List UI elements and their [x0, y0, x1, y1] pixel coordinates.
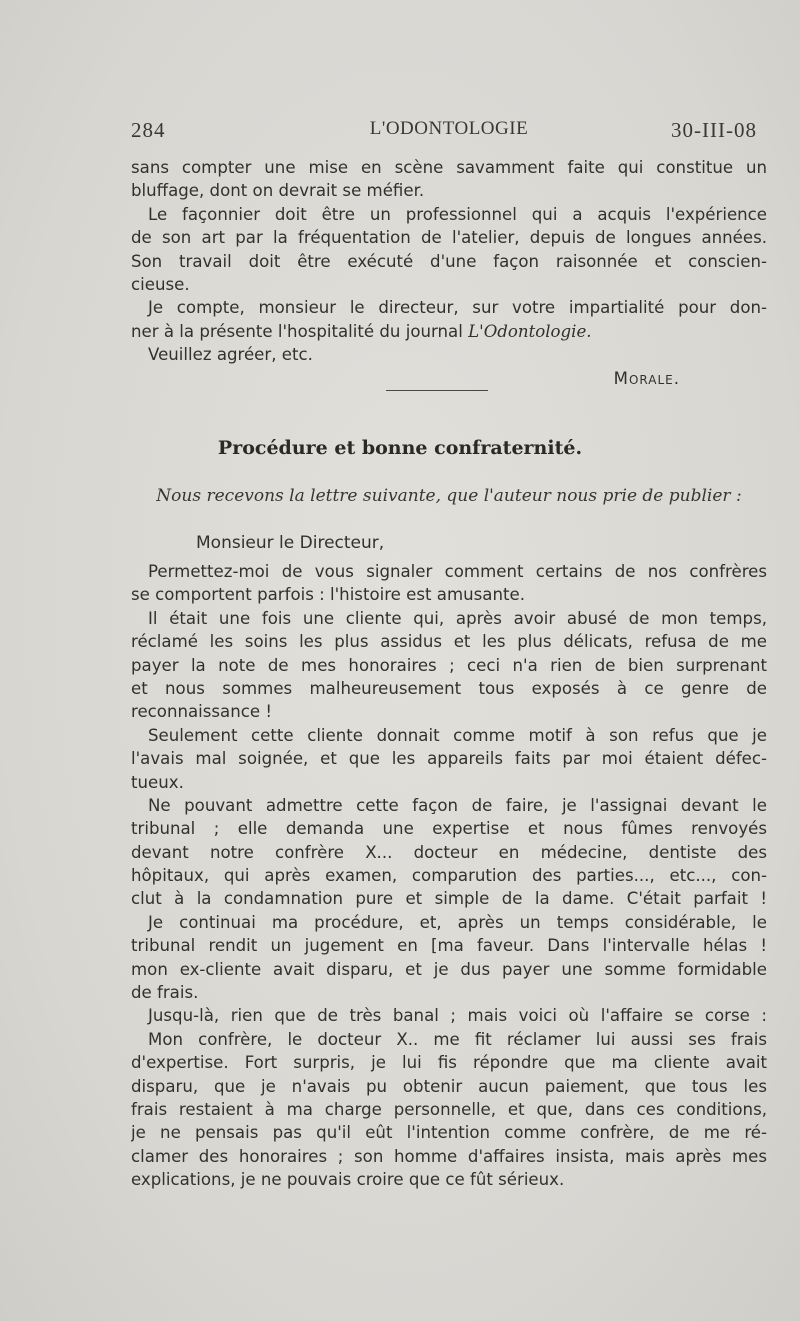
text-line: sans compter une mise en scène savamment faite qui constitue un	[131, 158, 767, 177]
text-line: Seulement cette cliente donnait comme motif à son refus que je	[148, 725, 767, 745]
issue-date: 30-III-08	[671, 118, 757, 142]
text-line: hôpitaux, qui après examen, comparution des parties..., etc..., con-	[131, 866, 767, 886]
text-line: Ne pouvant admettre cette façon de faire, je l'assignai devant le	[148, 795, 767, 815]
page-number: 284	[131, 118, 166, 142]
text-line: devant notre confrère X... docteur en médecine, dentiste des	[131, 842, 767, 862]
section-divider	[386, 390, 488, 391]
text-line: Il était une fois une cliente qui, après avoir abusé de mon temps,	[148, 608, 767, 628]
text-line: clamer des honoraires ; son homme d'affaires insista, mais après mes	[131, 1146, 767, 1166]
text-line: Jusqu-là, rien que de très banal ; mais voici où l'affaire se corse :	[148, 1006, 767, 1026]
text-line: réclamé les soins les plus assidus et les plus délicats, refusa de me	[131, 632, 767, 652]
signature	[131, 367, 767, 390]
text-line: Mon confrère, le docteur X.. me fit réclamer lui aussi ses frais	[148, 1029, 767, 1049]
article-title: Procédure et bonne confraternité.	[217, 437, 583, 459]
text-line: et nous sommes malheureusement tous exposés à ce genre de	[131, 678, 767, 698]
text-line: d'expertise. Fort surpris, je lui fis répondre que ma cliente avait	[131, 1053, 767, 1073]
text-line: je ne pensais pas qu'il eût l'intention comme confrère, de me ré-	[131, 1123, 767, 1143]
text-line: Je continuai ma procédure, et, après un temps considérable, le	[148, 912, 767, 932]
text-line: l'avais mal soignée, et que les appareils faits par moi étaient défec-	[131, 749, 767, 769]
text-line: disparu, que je n'avais pu obtenir aucun paiement, que tous les	[131, 1076, 767, 1096]
text-line: reconnaissance !	[131, 702, 272, 722]
text-line: tribunal ; elle demanda une expertise et nous fûmes renvoyés	[131, 819, 767, 839]
text-line-with-journal-ref	[131, 320, 767, 343]
text-line: tribunal rendit un jugement en [ma faveur. Dans l'intervalle hélas !	[131, 936, 767, 956]
text-line: Le façonnier doit être un professionnel qui a acquis l'expérience	[148, 204, 767, 224]
signature-name: Morale.	[613, 368, 680, 388]
text-line: de frais.	[131, 983, 199, 1003]
text-line: mon ex-cliente avait disparu, et je dus payer une somme formidable	[131, 959, 767, 979]
text-line: se comportent parfois : l'histoire est amusante.	[131, 585, 525, 605]
text-line: payer la note de mes honoraires ; ceci n'a rien de bien surprenant	[131, 655, 767, 675]
text-line-part: ner à la présente l'hospitalité du journal	[131, 321, 463, 341]
text-line: de son art par la fréquentation de l'atelier, depuis de longues années.	[131, 228, 767, 248]
closing-line: Veuillez agréer, etc.	[148, 345, 313, 365]
text-line: explications, je ne pouvais croire que ce fût sérieux.	[131, 1170, 565, 1190]
text-line: clut à la condamnation pure et simple de la dame. C'était parfait !	[131, 889, 767, 909]
text-line: cieuse.	[131, 274, 190, 294]
salutation: Monsieur le Directeur,	[196, 533, 385, 553]
article-intro: Nous recevons la lettre suivante, que l'auteur nous prie de publier :	[156, 486, 742, 506]
previous-letter-text	[131, 156, 767, 390]
text-line: Je compte, monsieur le directeur, sur votre impartialité pour don-	[148, 298, 767, 318]
text-line: tueux.	[131, 772, 184, 792]
text-line: Son travail doit être exécuté d'une façon raisonnée et conscien-	[131, 251, 767, 271]
running-header	[131, 118, 767, 148]
article-body	[131, 560, 767, 1192]
journal-reference: L'Odontologie.	[468, 321, 592, 341]
text-line: Permettez-moi de vous signaler comment certains de nos confrères	[148, 562, 767, 581]
text-line: frais restaient à ma charge personnelle, et que, dans ces conditions,	[131, 1099, 767, 1119]
text-line: bluffage, dont on devrait se méfier.	[131, 181, 425, 201]
journal-title: L'ODONTOLOGIE	[369, 118, 529, 139]
